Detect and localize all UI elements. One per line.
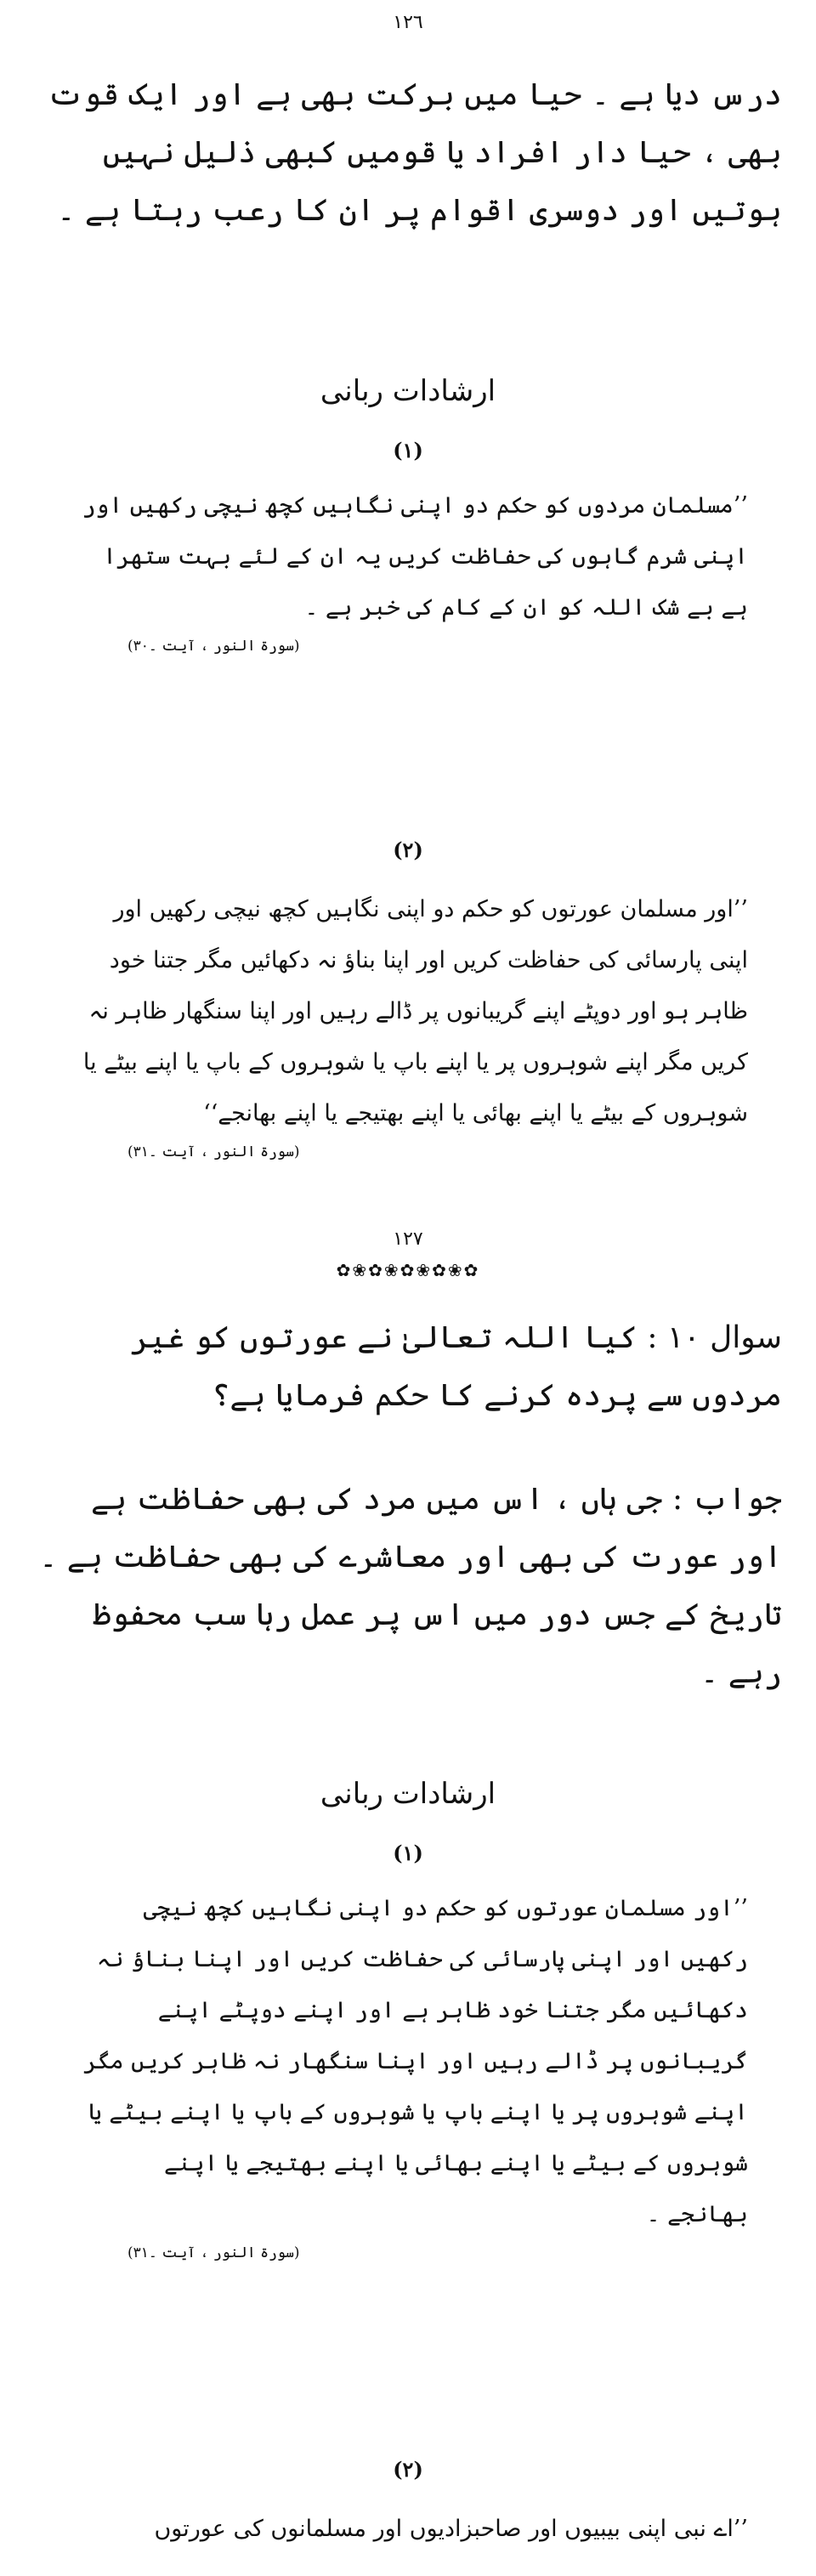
page-number-top: ١٢٦ xyxy=(393,12,423,33)
verse-block-1 xyxy=(76,480,748,659)
verse-number-1: (١) xyxy=(393,438,423,462)
section-heading-2: ارشادات ربانی xyxy=(320,1777,496,1811)
question-paragraph: سوال ١٠ : کیا اللہ تعالیٰ نے عورتوں کو غیر مردوں سے پردہ کرنے کا حکم فرمایا ہے؟ xyxy=(130,1320,782,1413)
verse-text: ’’اور مسلمان عورتوں کو حکم دو اپنی نگاہیں کچھ نیچی رکھیں اور اپنی پارسائی کی حفاظت کریں اور اپنا بناؤ نہ دکھائیں مگر جتنا خود ظاہر ہے اور اپنے دوپٹے اپنے گریبانوں پر ڈالے رہیں اور اپنا سنگھار نہ ظاہر کریں مگر اپنے شوہروں پر یا اپنے باپ یا شوہروں کے باپ یا اپنے بیٹے یا شوہروں کے بیٹے یا اپنے بھائی یا اپنے بھتیجے یا اپنے بھانجے ۔ xyxy=(83,1895,748,2227)
verse-text: ’’اور مسلمان عورتوں کو حکم دو اپنی نگاہیں کچھ نیچی رکھیں اور اپنی پارسائی کی حفاظت کریں اور اپنا بناؤ نہ دکھائیں مگر جتنا خود ظاہر ہو اور دوپٹے اپنے گریبانوں پر ڈالے رہیں اور اپنا سنگھار ظاہر نہ کریں مگر اپنے شوہروں پر یا اپنے باپ یا شوہروں کے باپ یا اپنے بیٹے یا شوہروں کے بیٹے یا اپنے بھائی یا اپنے بھتیجے یا اپنے بھانجے‘‘ xyxy=(82,896,748,1126)
page-number-mid: ١٢٧ xyxy=(393,1228,423,1250)
verse-text: ’’مسلمان مردوں کو حکم دو اپنی نگاہیں کچھ نیچی رکھیں اور اپنی شرم گاہوں کی حفاظت کریں یہ ان کے لئے بہت ستھرا ہے بے شک اللہ کو ان کے کام کی خبر ہے ۔ xyxy=(82,492,748,621)
verse-reference: (سورۃ النور ، آیت ۔٣٠) xyxy=(128,638,300,655)
verse-block-2 xyxy=(76,884,748,1165)
answer-paragraph: جواب : جی ہاں ، اس میں مرد کی بھی حفاظت ہے اور عورت کی بھی اور معاشرے کی بھی حفاظت ہے ۔ تاریخ کے جس دور میں اس پر عمل رہا سب محفوظ رہے ۔ xyxy=(39,1482,782,1690)
verse-number-4: (٢) xyxy=(393,2457,423,2482)
verse-number-2: (٢) xyxy=(393,837,423,862)
verse-reference: (سورۃ النور ، آیت ۔٣١) xyxy=(128,2244,300,2261)
ornament-divider: ✿❀✿❀✿❀✿❀✿ xyxy=(336,1260,480,1280)
intro-paragraph: درس دیا ہے ۔ حیا میں برکت بھی ہے اور ایک قوت بھی ، حیا دار افراد یا قومیں کبھی ذلیل نہیں ہوتیں اور دوسری اقوام پر ان کا رعب رہتا ہے ۔ xyxy=(47,77,782,228)
verse-reference: (سورۃ النور ، آیت ۔٣١) xyxy=(128,1143,300,1160)
section-heading-1: ارشادات ربانی xyxy=(320,374,496,408)
verse-block-4 xyxy=(76,2504,748,2555)
verse-number-3: (١) xyxy=(393,1841,423,1865)
verse-text: ’’اے نبی اپنی بیبیوں اور صاحبزادیوں اور مسلمانوں کی عورتوں xyxy=(154,2516,748,2542)
verse-block-3 xyxy=(76,1883,748,2266)
